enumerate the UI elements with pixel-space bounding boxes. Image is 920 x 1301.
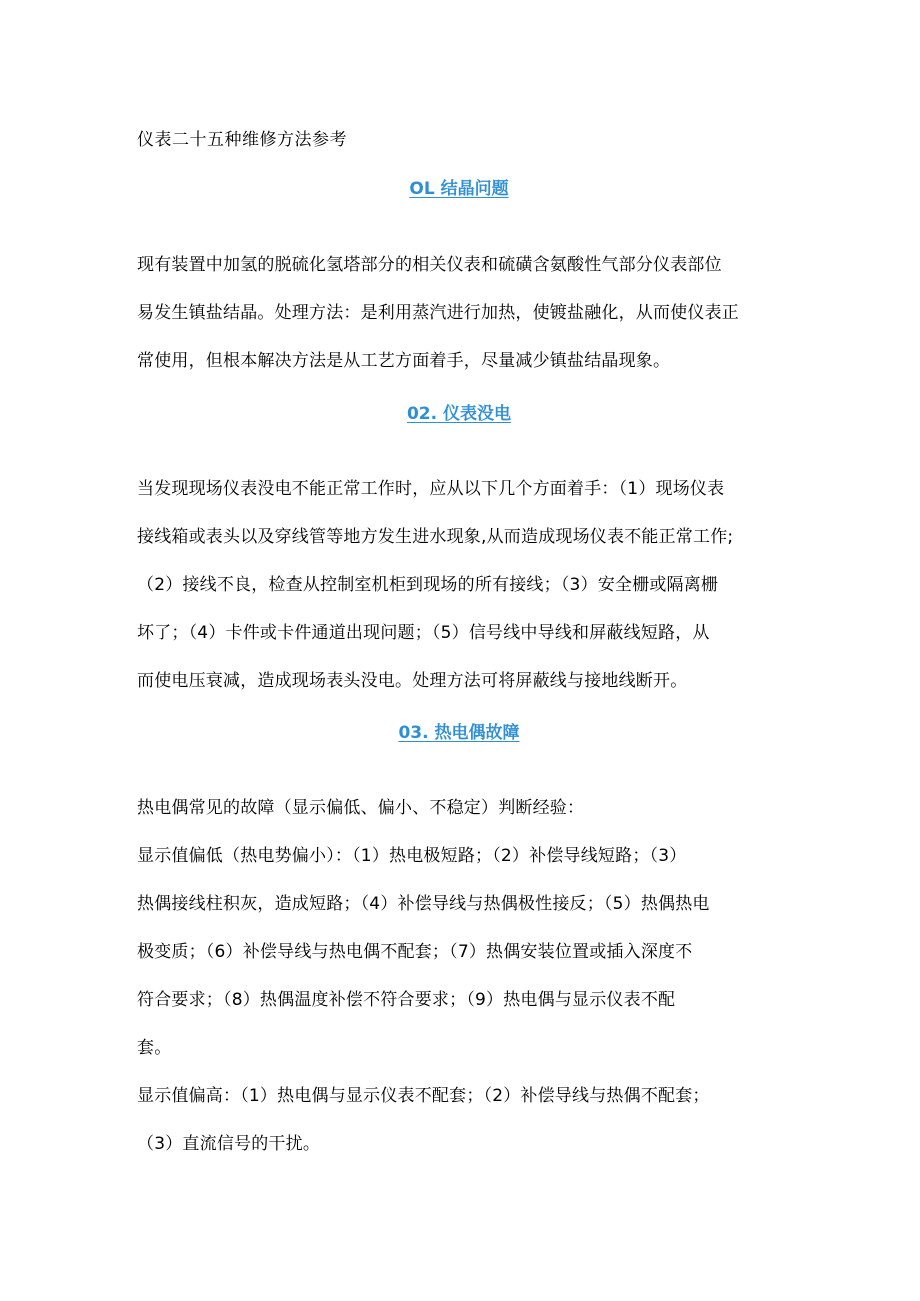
paragraph-line: 极变质；（6）补偿导线与热电偶不配套；（7）热偶安装位置或插入深度不 — [137, 942, 693, 962]
paragraph-line: 热偶接线柱积灰，造成短路；（4）补偿导线与热偶极性接反；（5）热偶热电 — [137, 894, 710, 914]
section-heading-crystallization[interactable]: OL 结晶问题 — [409, 179, 509, 199]
paragraph-line: 常使用，但根本解决方法是从工艺方面着手，尽量减少镇盐结晶现象。 — [137, 351, 671, 371]
paragraph-line: 当发现现场仪表没电不能正常工作时，应从以下几个方面着手：（1）现场仪表 — [137, 479, 725, 499]
paragraph-line: 套。 — [137, 1038, 172, 1058]
paragraph-line: 现有装置中加氢的脱硫化氢塔部分的相关仪表和硫磺含氨酸性气部分仪表部位 — [137, 255, 722, 275]
paragraph-line: 坏了；（4）卡件或卡件通道出现问题；（5）信号线中导线和屏蔽线短路，从 — [137, 623, 710, 643]
paragraph-line: 热电偶常见的故障（显示偏低、偏小、不稳定）判断经验： — [137, 798, 585, 818]
paragraph-line: 显示值偏低（热电势偏小）：（1）热电极短路；（2）补偿导线短路；（3） — [137, 846, 687, 866]
paragraph-line: （2）接线不良，检查从控制室机柜到现场的所有接线；（3）安全栅或隔离栅 — [137, 575, 719, 595]
paragraph-line: 显示值偏高：（1）热电偶与显示仪表不配套；（2）补偿导线与热偶不配套； — [137, 1086, 710, 1106]
document-title: 仪表二十五种维修方法参考 — [137, 130, 347, 150]
paragraph-line: （3）直流信号的干扰。 — [137, 1134, 321, 1154]
section-heading-thermocouple[interactable]: 03. 热电偶故障 — [398, 723, 520, 743]
paragraph-line: 易发生镇盐结晶。处理方法：是利用蒸汽进行加热，使镀盐融化，从而使仪表正 — [137, 303, 739, 323]
paragraph-line: 而使电压衰减，造成现场表头没电。处理方法可将屏蔽线与接地线断开。 — [137, 671, 688, 691]
paragraph-line: 符合要求；（8）热偶温度补偿不符合要求；（9）热电偶与显示仪表不配 — [137, 990, 676, 1010]
section-heading-no-power[interactable]: 02. 仪表没电 — [406, 404, 512, 424]
paragraph-line: 接线箱或表头以及穿线管等地方发生进水现象,从而造成现场仪表不能正常工作; — [137, 527, 734, 547]
